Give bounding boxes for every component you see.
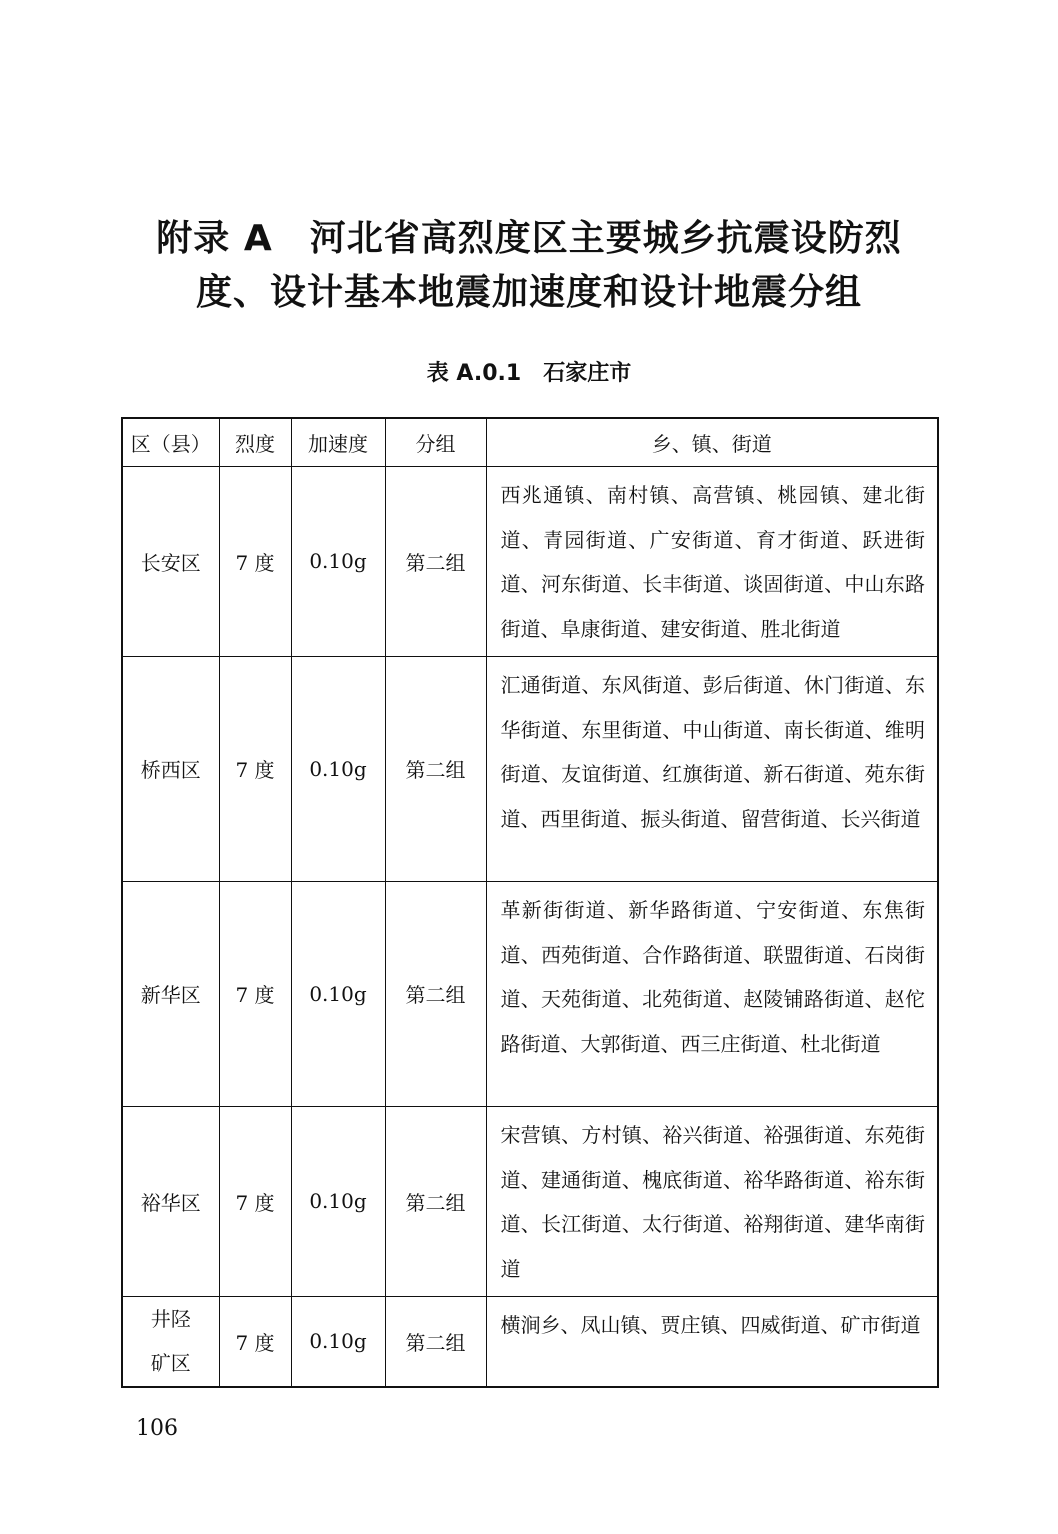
table-number: 表 A.0.1 xyxy=(426,361,522,386)
group-cell: 第二组 xyxy=(385,656,486,881)
page-title-line-1: 附录 A 河北省高烈度区主要城乡抗震设防烈 xyxy=(156,218,902,259)
district-cell: 长安区 xyxy=(122,467,219,657)
table-caption xyxy=(0,356,1058,387)
page-title-line-2: 度、设计基本地震加速度和设计地震分组 xyxy=(195,272,862,313)
header-towns: 乡、镇、街道 xyxy=(486,418,938,467)
table-row xyxy=(122,467,938,657)
towns-cell: 横涧乡、凤山镇、贾庄镇、四威街道、矿市街道 xyxy=(486,1296,938,1387)
table-row xyxy=(122,881,938,1106)
page-title xyxy=(0,212,1058,320)
header-acceleration: 加速度 xyxy=(291,418,385,467)
group-cell: 第二组 xyxy=(385,1106,486,1296)
towns-cell: 宋营镇、方村镇、裕兴街道、裕强街道、东苑街道、建通街道、槐底街道、裕华路街道、裕东街道、长江街道、太行街道、裕翔街道、建华南街道 xyxy=(486,1106,938,1296)
header-group: 分组 xyxy=(385,418,486,467)
acceleration-cell: 0.10g xyxy=(291,656,385,881)
table-row xyxy=(122,656,938,881)
acceleration-cell: 0.10g xyxy=(291,467,385,657)
table-row xyxy=(122,1296,938,1387)
intensity-cell: 7 度 xyxy=(219,1296,291,1387)
towns-cell: 汇通街道、东风街道、彭后街道、休门街道、东华街道、东里街道、中山街道、南长街道、维明街道、友谊街道、红旗街道、新石街道、苑东街道、西里街道、振头街道、留营街道、长兴街道 xyxy=(486,656,938,881)
district-cell: 新华区 xyxy=(122,881,219,1106)
acceleration-cell: 0.10g xyxy=(291,1106,385,1296)
intensity-cell: 7 度 xyxy=(219,656,291,881)
table-header-row xyxy=(122,418,938,467)
group-cell: 第二组 xyxy=(385,467,486,657)
district-line-2: 矿区 xyxy=(150,1351,191,1376)
intensity-cell: 7 度 xyxy=(219,1106,291,1296)
towns-cell: 革新街街道、新华路街道、宁安街道、东焦街道、西苑街道、合作路街道、联盟街道、石岗街道、天苑街道、北苑街道、赵陵铺路街道、赵佗路街道、大郭街道、西三庄街道、杜北街道 xyxy=(486,881,938,1106)
acceleration-cell: 0.10g xyxy=(291,1296,385,1387)
district-line-1: 井陉 xyxy=(150,1307,191,1332)
intensity-cell: 7 度 xyxy=(219,467,291,657)
group-cell: 第二组 xyxy=(385,1296,486,1387)
group-cell: 第二组 xyxy=(385,881,486,1106)
towns-cell: 西兆通镇、南村镇、高营镇、桃园镇、建北街道、青园街道、广安街道、育才街道、跃进街道、河东街道、长丰街道、谈固街道、中山东路街道、阜康街道、建安街道、胜北街道 xyxy=(486,467,938,657)
header-intensity: 烈度 xyxy=(219,418,291,467)
header-district: 区（县） xyxy=(122,418,219,467)
intensity-cell: 7 度 xyxy=(219,881,291,1106)
district-name xyxy=(151,1297,191,1385)
table-row xyxy=(122,1106,938,1296)
district-cell: 裕华区 xyxy=(122,1106,219,1296)
table-name: 石家庄市 xyxy=(543,361,632,386)
page-number: 106 xyxy=(136,1416,178,1441)
district-cell xyxy=(122,1296,219,1387)
district-cell: 桥西区 xyxy=(122,656,219,881)
acceleration-cell: 0.10g xyxy=(291,881,385,1106)
seismic-table xyxy=(121,417,939,1388)
